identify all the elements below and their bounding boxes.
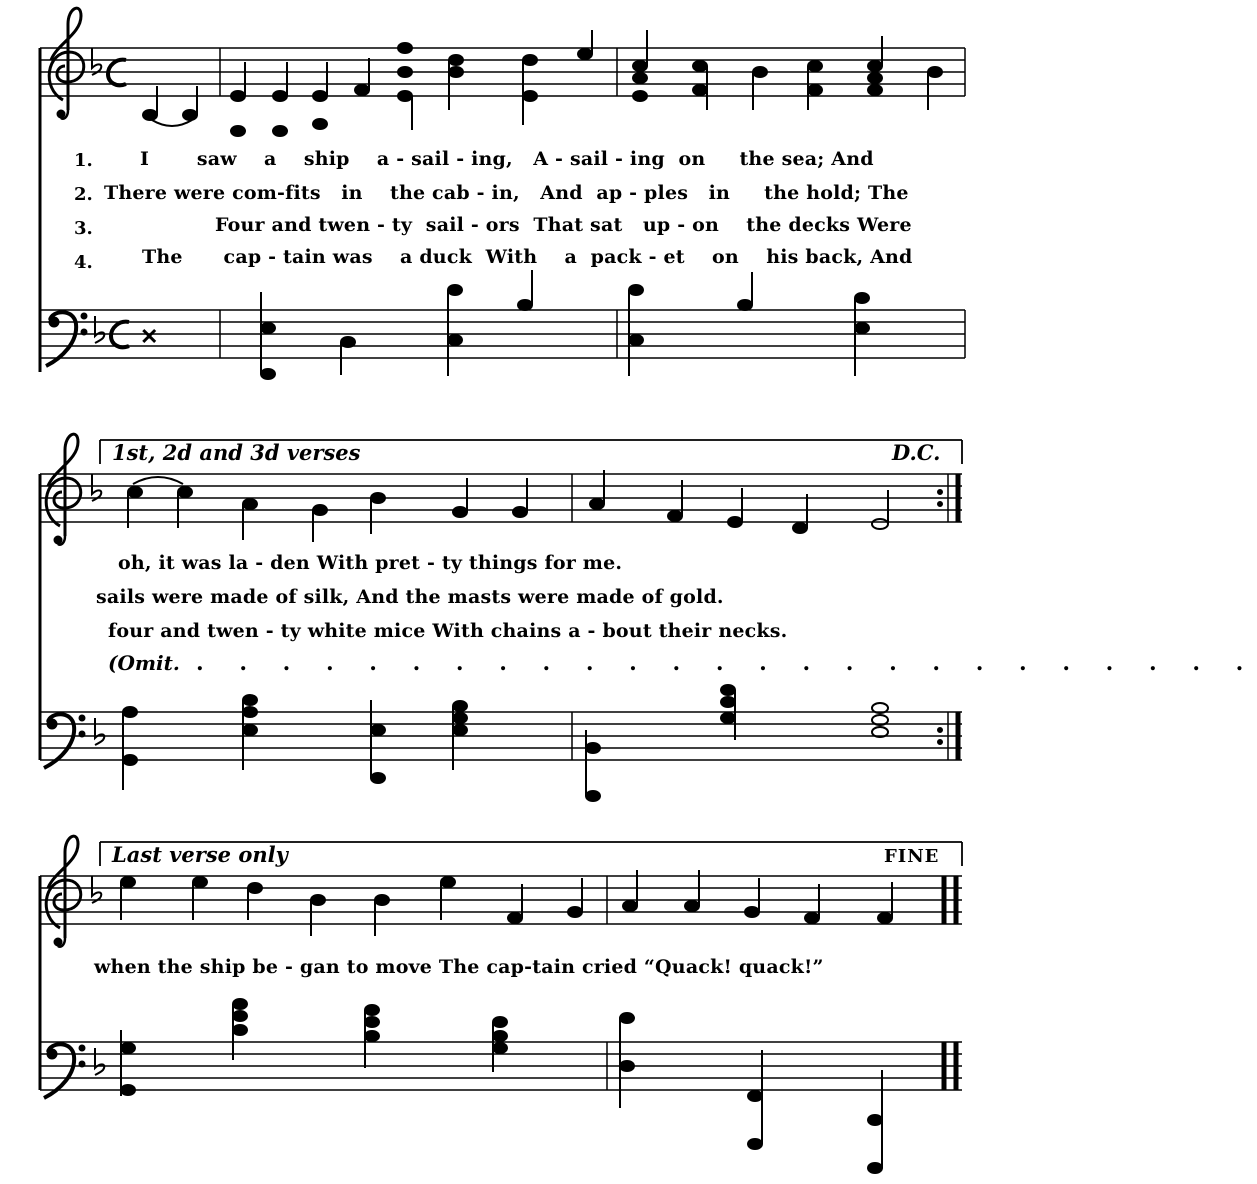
lyric-word: cap - tain was <box>223 246 373 268</box>
fine-marking: FINE <box>884 846 940 867</box>
lyric-word: That sat <box>533 214 623 236</box>
flat-1b <box>95 316 104 343</box>
flat-3 <box>92 876 101 903</box>
system-3 <box>40 836 962 1173</box>
lyric-word: saw <box>196 148 237 170</box>
system-3-treble-staff <box>40 876 962 924</box>
lyric-word: There were com-fits <box>104 182 321 204</box>
verse-2-line1 <box>104 182 909 204</box>
lyric-word: the hold; The <box>764 182 909 204</box>
lyric-word: a duck <box>400 246 472 268</box>
lyric-word: a - sail - ing, <box>376 148 513 170</box>
system-1-treble-staff <box>40 48 965 96</box>
lyric-word: ship <box>303 148 350 170</box>
lyric-word: a <box>264 148 277 170</box>
system-2 <box>40 434 962 801</box>
flat-1 <box>92 48 101 75</box>
lyric-word: sea; And <box>781 148 874 170</box>
lyric-word: on <box>678 148 706 170</box>
verse-2-number: 2. <box>74 184 93 205</box>
verse-1-line2: oh, it was la - den With pret - ty things for me. <box>118 552 623 574</box>
volta-label-1st-2d-3d: 1st, 2d and 3d verses <box>112 440 361 465</box>
lyric-word: The <box>142 246 183 268</box>
verse-2-line2: sails were made of silk, And the masts were made of gold. <box>96 586 724 608</box>
treble-clef-2 <box>46 434 81 545</box>
lyric-word: the decks Were <box>746 214 912 236</box>
flat-2b <box>95 718 104 745</box>
dc-marking: D.C. <box>892 440 941 465</box>
lyric-word: A - sail - ing <box>533 148 665 170</box>
system-1-treble-notes <box>143 30 942 136</box>
verse-4-number: 4. <box>74 252 93 273</box>
lyric-word: his back, And <box>766 246 913 268</box>
treble-clef-3 <box>46 836 81 947</box>
last-verse-line: when the ship be - gan to move The cap-tain cried “Quack! quack!” <box>94 956 824 978</box>
verse-4-line1 <box>142 246 913 268</box>
verse-3-number: 3. <box>74 218 93 239</box>
lyric-word: the <box>739 148 775 170</box>
omit-dotted-leader: . . . . . . . . . . . . . . . . . . . . . . . . . <box>196 650 1257 676</box>
verse-1-number: 1. <box>74 150 93 171</box>
svg-text:✕: ✕ <box>140 324 159 350</box>
lyric-word: a <box>564 246 578 268</box>
system-2-treble-notes <box>128 470 888 542</box>
system-1-bass-notes <box>261 270 869 379</box>
lyric-word: I <box>140 148 150 170</box>
system-3-bass-notes <box>121 999 882 1173</box>
treble-clef-1 <box>49 8 84 119</box>
lyric-word: With <box>485 246 538 268</box>
lyric-word: Four and twen - ty <box>215 214 413 236</box>
lyric-word: in <box>341 182 363 204</box>
lyric-word: in <box>708 182 731 204</box>
verse-3-line1 <box>215 214 912 236</box>
flat-3b <box>95 1048 104 1075</box>
volta-label-last-verse: Last verse only <box>112 842 288 867</box>
system-1-bass-staff <box>40 310 965 358</box>
lyric-word: up - on <box>642 214 719 236</box>
flat-2 <box>92 474 101 501</box>
system-2-bass-staff <box>40 712 962 760</box>
lyric-word: ap - ples <box>596 182 689 204</box>
lyric-word: on <box>712 246 739 268</box>
lyric-word: the cab - in, <box>389 182 520 204</box>
lyric-word: And <box>540 182 583 204</box>
system-3-treble-notes <box>121 870 892 936</box>
verse-4-omit: (Omit. <box>108 651 180 675</box>
lyric-word: pack - et <box>590 246 685 268</box>
verse-3-line2: four and twen - ty white mice With chains a - bout their necks. <box>108 620 788 642</box>
verse-1-line1 <box>140 148 874 170</box>
lyric-word: sail - ors <box>425 214 520 236</box>
system-2-bass-notes <box>123 685 888 801</box>
